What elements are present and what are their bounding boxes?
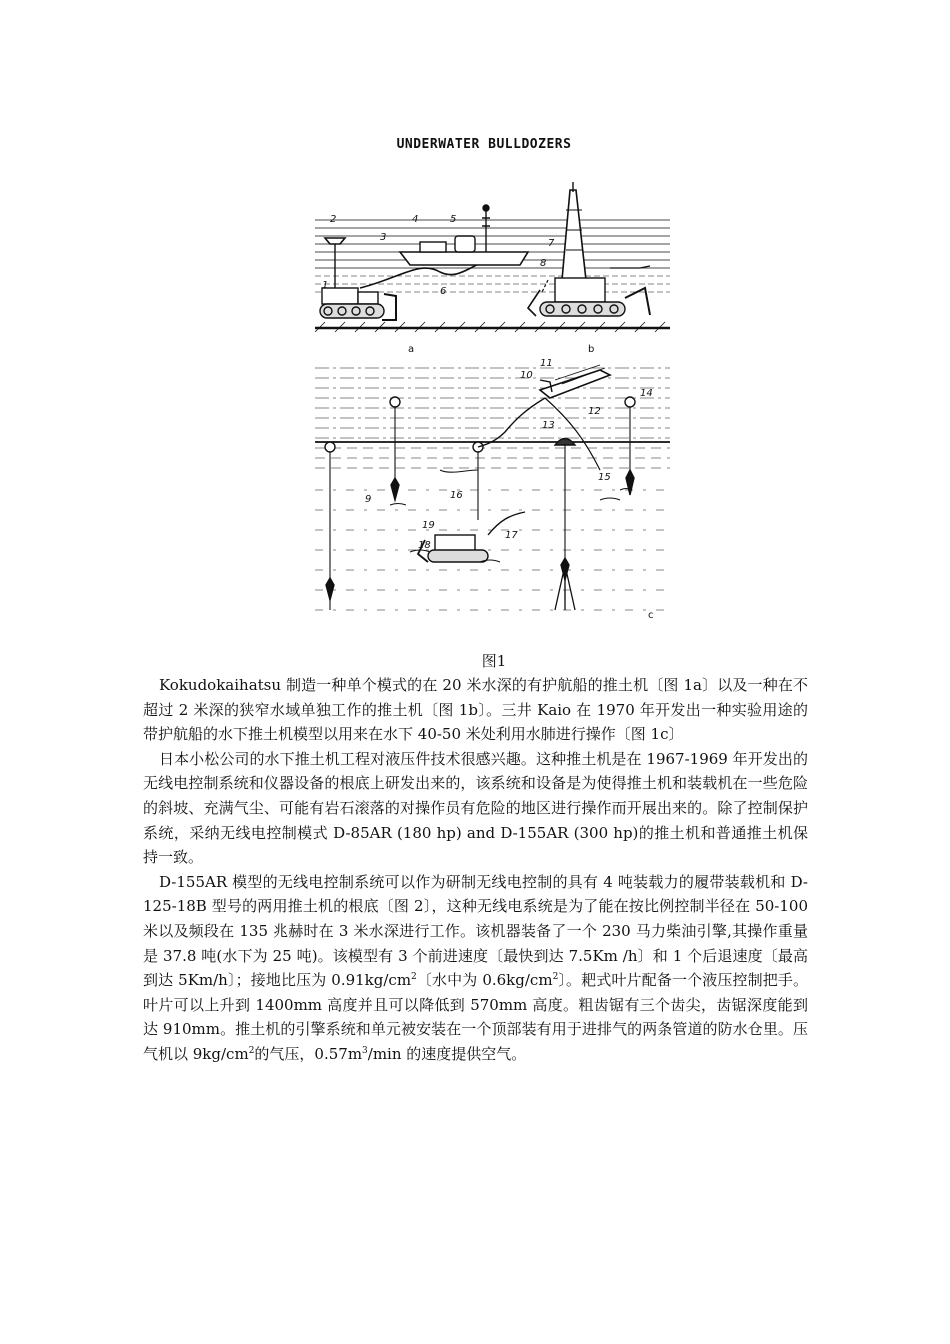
superscript: 2 <box>552 972 559 983</box>
superscript: 2 <box>248 1045 255 1056</box>
callout-15: 15 <box>598 472 611 483</box>
callout-14: 14 <box>640 388 653 399</box>
callout-18: 18 <box>418 540 431 551</box>
callout-10: 10 <box>520 370 533 381</box>
callout-6: 6 <box>440 286 447 297</box>
underwater-bulldozer-illustration <box>300 170 670 630</box>
paragraph-3-part-b: 〔水中为 0.6kg/cm <box>416 971 553 990</box>
callout-5: 5 <box>450 214 457 225</box>
paragraph-3-part-c: 〕。耙式叶片配备一个液压控制把手。叶片可以上升到 1400mm 高度并且可以降低到 570mm 高度。粗齿锯有三个齿尖，齿锯深度能到达 910mm。推土机的引擎系统和单元被安装在一个顶部装有用于进排气的两条管道的防水仓里。压气机以 9kg/cm <box>143 971 808 1063</box>
callout-11: 11 <box>540 358 553 369</box>
callout-2: 2 <box>330 214 337 225</box>
panel-label-a: a <box>408 344 415 355</box>
callout-1: 1 <box>322 280 329 291</box>
panel-label-b: b <box>588 344 595 355</box>
figure-caption: 图1 <box>481 652 507 670</box>
callout-13: 13 <box>542 420 555 431</box>
callout-19: 19 <box>422 520 435 531</box>
paragraph-3-part-d: 的气压，0.57m <box>254 1044 363 1063</box>
callout-8: 8 <box>540 258 547 269</box>
superscript: 3 <box>362 1045 368 1056</box>
figure-title: UNDERWATER BULLDOZERS <box>396 137 572 152</box>
paragraph-3-part-e: /min 的速度提供空气。 <box>367 1044 527 1063</box>
callout-16: 16 <box>450 490 463 501</box>
panel-label-c: c <box>648 610 654 621</box>
callout-7: 7 <box>548 238 555 249</box>
paragraph-2: 日本小松公司的水下推土机工程对液压件技术很感兴趣。这种推土机是在 1967-1969 年开发出的无线电控制系统和仪器设备的根底上研发出来的，该系统和设备是为使得推土机和装载机在一些危险的斜坡、充满气尘、可能有岩石滚落的对操作员有危险的地区进行操作而开展出来的。除了控制保护系统，采纳无线电控制模式 D-85AR (180 hp) and D-155AR (300 hp)的推土机和普通推土机保持一致。 <box>143 749 808 867</box>
callout-12: 12 <box>588 406 601 417</box>
superscript: 2 <box>411 972 417 983</box>
paragraph-1: Kokudokaihatsu 制造一种单个模式的在 20 米水深的有护航船的推土机〔图 1a〕以及一种在不超过 2 米深的狭窄水域单独工作的推土机〔图 1b〕。三井 Kaio 在 1970 年开发出一种实验用途的带护航船的水下推土机模型以用来在水下 40-50 米处利用水肺进行操作〔图 1c〕 <box>143 676 808 744</box>
paragraph-3 <box>143 870 808 1067</box>
article-body <box>143 673 808 1067</box>
paragraph-3-part-a: D-155AR 模型的无线电控制系统可以作为研制无线电控制的具有 4 吨装载力的履带装载机和 D-125-18B 型号的两用推土机的根底〔图 2〕，这种无线电系统是为了能在按比例控制半径在 50-100 米以及频段在 135 兆赫时在 3 米水深进行工作。该机器装备了一个 230 马力柴油引擎,其操作重量是 37.8 吨(水下为 25 吨)。该模型有 3 个前进速度〔最快到达 7.5Km /h〕和 1 个后退速度〔最高到达 5Km/h〕；接地比压为 0.91kg/cm <box>143 872 808 990</box>
callout-4: 4 <box>412 214 419 225</box>
callout-17: 17 <box>505 530 518 541</box>
callout-9: 9 <box>365 494 372 505</box>
callout-3: 3 <box>380 232 387 243</box>
